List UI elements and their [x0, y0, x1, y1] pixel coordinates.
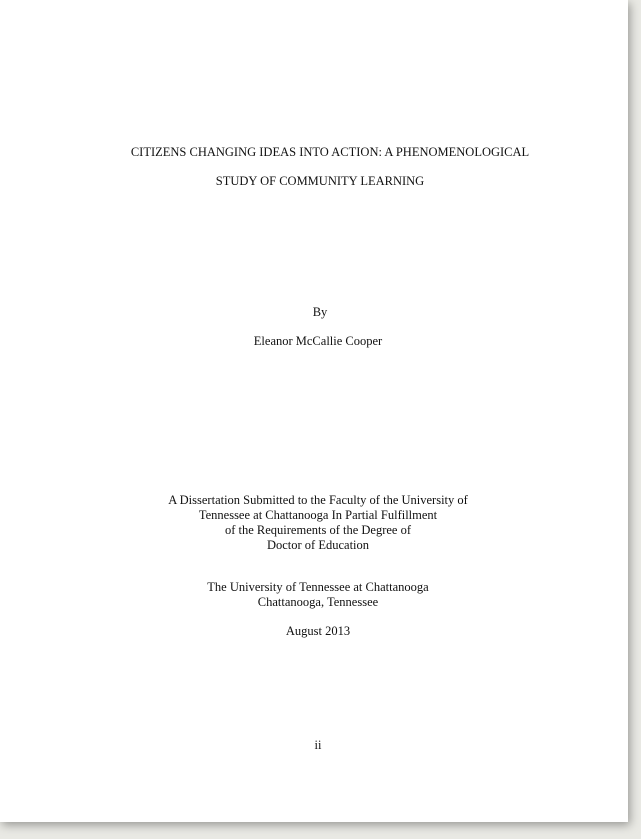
page-number: ii: [314, 738, 322, 752]
submission-line-1: A Dissertation Submitted to the Faculty of the University of: [168, 493, 468, 507]
submission-statement: [4, 493, 632, 553]
submission-line-4: Doctor of Education: [266, 538, 370, 552]
submission-line-2: Tennessee at Chattanooga In Partial Fulfillment: [198, 508, 438, 522]
submission-date: August 2013: [285, 624, 351, 638]
title-line-2: STUDY OF COMMUNITY LEARNING: [215, 174, 425, 188]
author-name: Eleanor McCallie Cooper: [253, 334, 383, 348]
title-line-1: CITIZENS CHANGING IDEAS INTO ACTION: A PHENOMENOLOGICAL: [130, 145, 530, 159]
institution-name: The University of Tennessee at Chattanooga: [207, 580, 429, 594]
submission-line-3: of the Requirements of the Degree of: [224, 523, 412, 537]
by-label: By: [312, 305, 328, 319]
institution-location: Chattanooga, Tennessee: [257, 595, 379, 609]
